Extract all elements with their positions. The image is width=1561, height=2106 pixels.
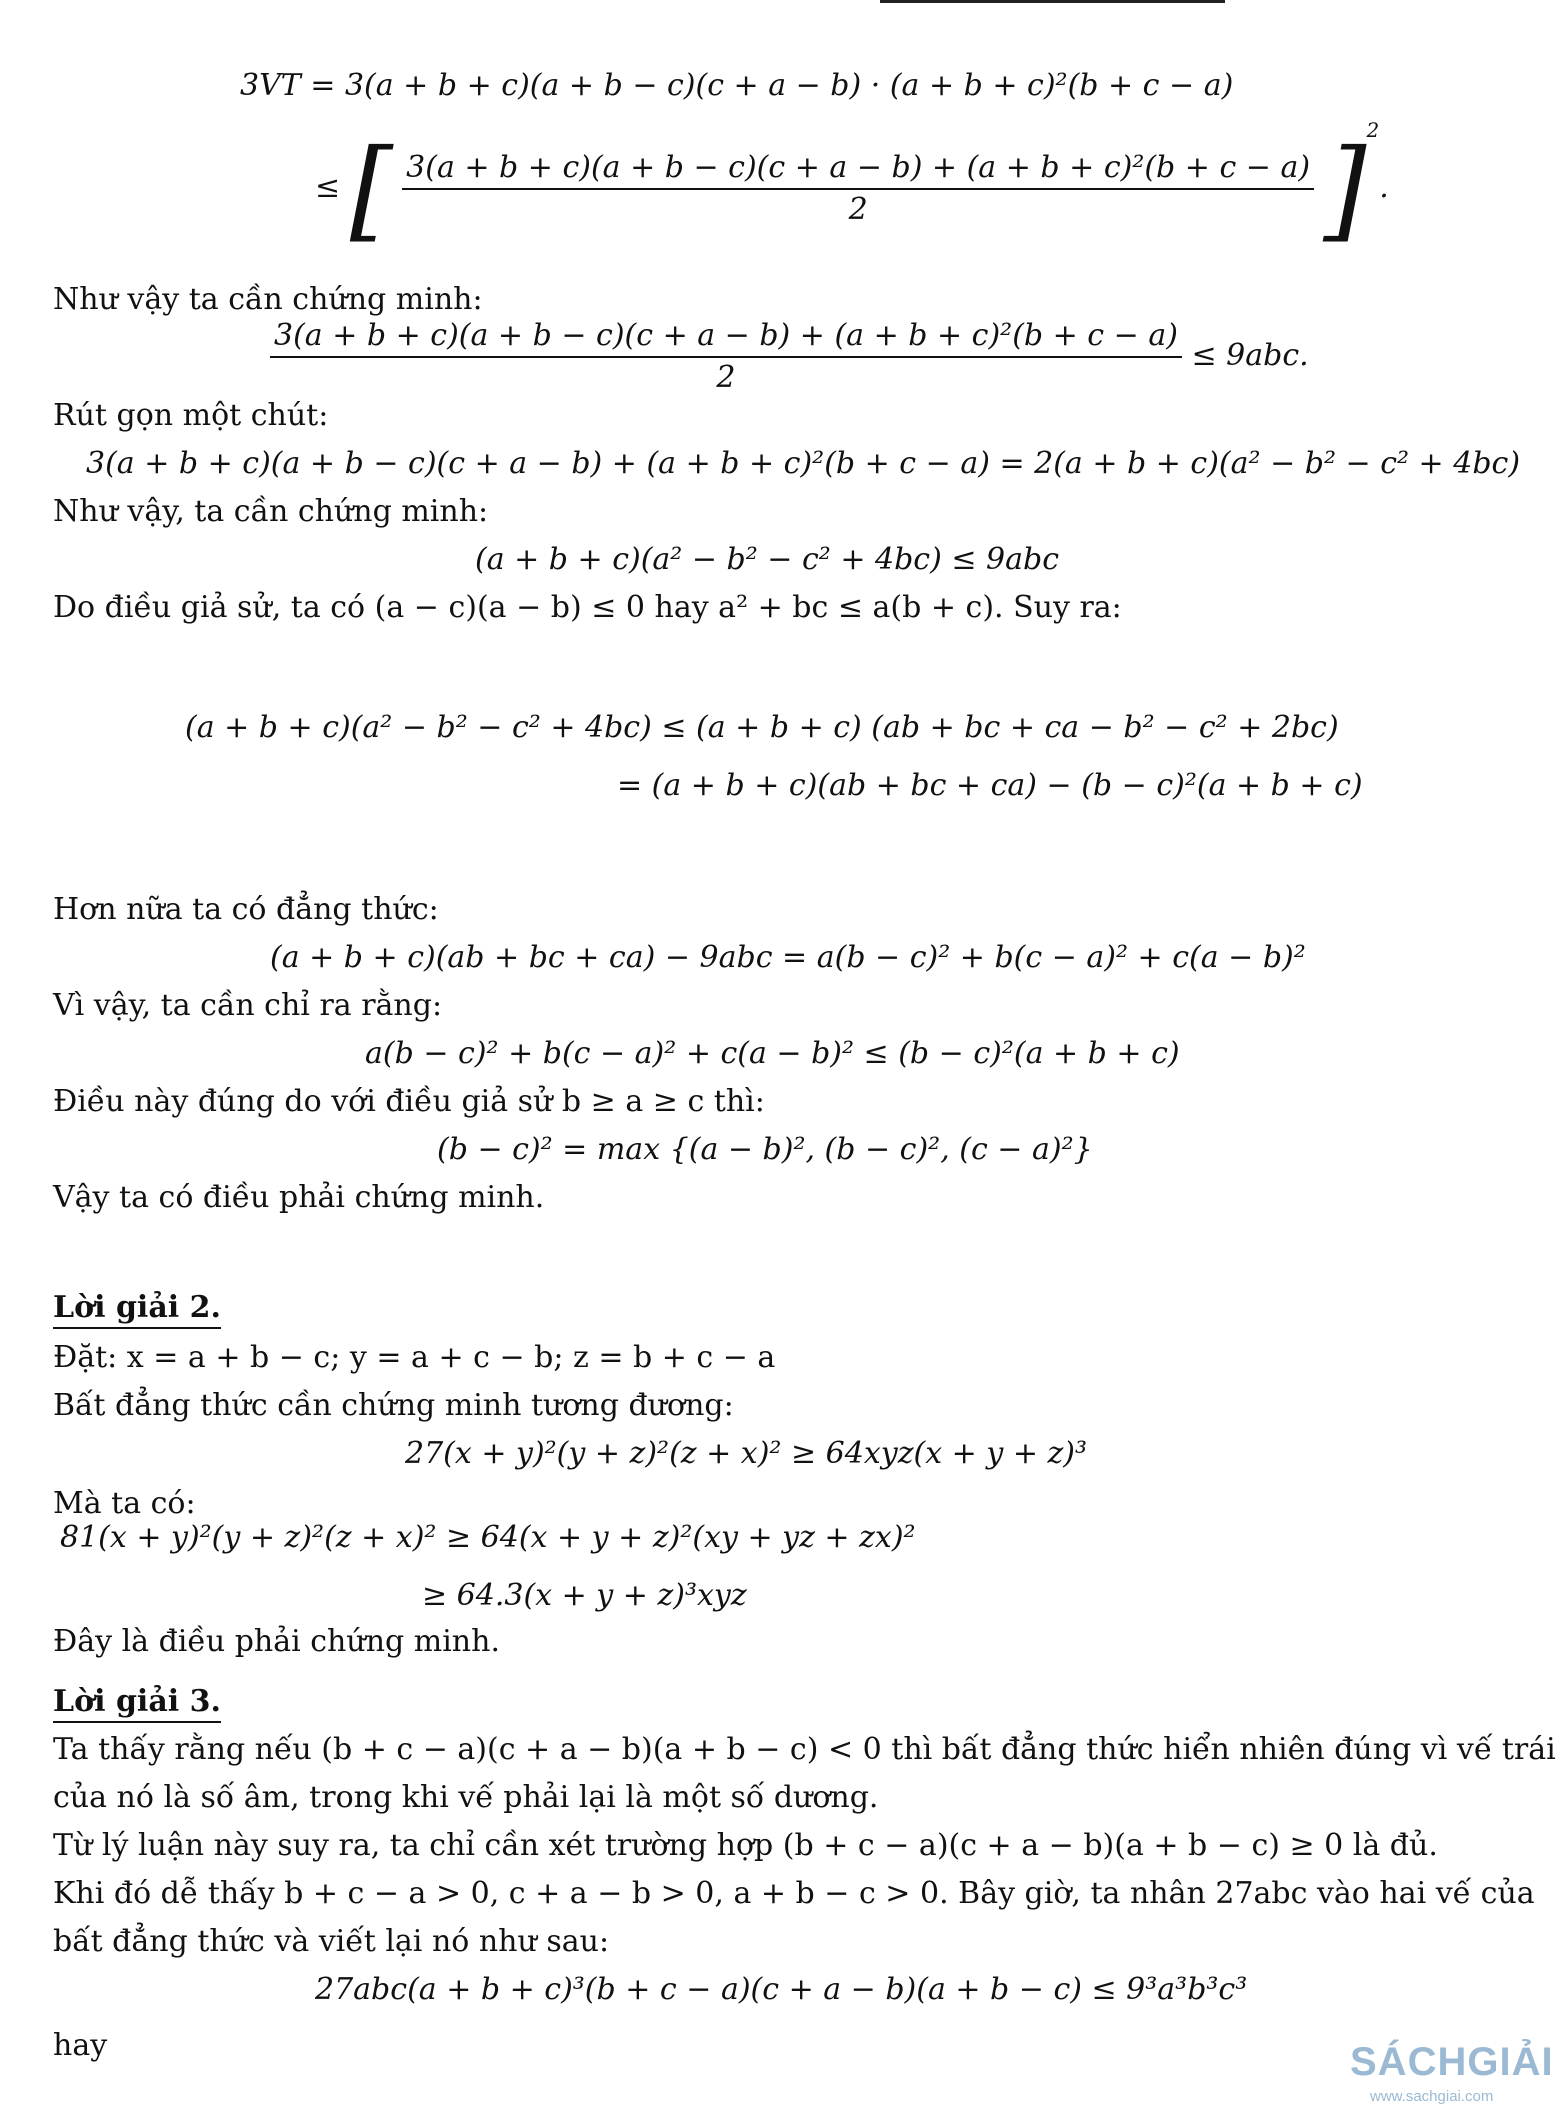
fraction-numerator: 3(a + b + c)(a + b − c)(c + a − b) + (a + b + c)²(b + c − a) xyxy=(402,150,1314,190)
heading-solution-3 xyxy=(53,1684,221,1720)
watermark-logo: SÁCHGIẢI xyxy=(1350,2040,1554,2084)
text-sol3-or: hay xyxy=(53,2028,108,2063)
top-rule xyxy=(880,0,1225,3)
heading-solution-2-label: Lời giải 2. xyxy=(53,1290,221,1329)
text-equivalent: Bất đẳng thức cần chứng minh tương đương: xyxy=(53,1388,734,1423)
text-substitution: Đặt: x = a + b − c; y = a + c − b; z = b + c − a xyxy=(53,1340,776,1375)
text-sol3-line5: bất đẳng thức và viết lại nó như sau: xyxy=(53,1924,610,1959)
text-sol3-line4: Khi đó dễ thấy b + c − a > 0, c + a − b > 0, a + b − c > 0. Bây giờ, ta nhân 27abc vào hai vế của xyxy=(53,1876,1535,1911)
eq-chain-2: = (a + b + c)(ab + bc + ca) − (b − c)²(a + b + c) xyxy=(617,768,1363,803)
eq-3vt: 3VT = 3(a + b + c)(a + b − c)(c + a − b) · (a + b + c)²(b + c − a) xyxy=(240,68,1234,103)
left-bracket: [ xyxy=(349,125,393,253)
eq-chain-1: (a + b + c)(a² − b² − c² + 4bc) ≤ (a + b + c) (ab + bc + ca − b² − c² + 2bc) xyxy=(185,710,1339,745)
text-assumption: Do điều giả sử, ta có (a − c)(a − b) ≤ 0 hay a² + bc ≤ a(b + c). Suy ra: xyxy=(53,590,1122,625)
fraction-numerator: 3(a + b + c)(a + b − c)(c + a − b) + (a + b + c)²(b + c − a) xyxy=(270,318,1182,358)
text-qed-2: Đây là điều phải chứng minh. xyxy=(53,1624,500,1659)
eq-sol2-step1: 81(x + y)²(y + z)²(z + x)² ≥ 64(x + y + z)²(xy + yz + zx)² xyxy=(60,1520,916,1555)
text-need-prove-1: Như vậy ta cần chứng minh: xyxy=(53,282,483,317)
eq-identity: (a + b + c)(ab + bc + ca) − 9abc = a(b − c)² + b(c − a)² + c(a − b)² xyxy=(270,940,1306,975)
eq-simplify: 3(a + b + c)(a + b − c)(c + a − b) + (a + b + c)²(b + c − a) = 2(a + b + c)(a² − b² − c² + 4bc) xyxy=(86,446,1521,481)
eq-sol2-step2: ≥ 64.3(x + y + z)³xyz xyxy=(422,1578,747,1613)
eq-sol3: 27abc(a + b + c)³(b + c − a)(c + a − b)(a + b − c) ≤ 9³a³b³c³ xyxy=(315,1972,1248,2007)
text-we-have: Mà ta có: xyxy=(53,1486,196,1521)
watermark-url: www.sachgiai.com xyxy=(1370,2088,1494,2105)
text-need-prove-2: Như vậy, ta cần chứng minh: xyxy=(53,494,489,529)
fraction xyxy=(402,150,1314,228)
text-show: Vì vậy, ta cần chỉ ra rằng: xyxy=(53,988,443,1023)
eq-need-prove-2: (a + b + c)(a² − b² − c² + 4bc) ≤ 9abc xyxy=(475,542,1060,577)
text-sol3-line3: Từ lý luận này suy ra, ta chỉ cần xét trường hợp (b + c − a)(c + a − b)(a + b − c) ≥ 0 là đủ. xyxy=(53,1828,1438,1863)
text-sol3-line1: Ta thấy rằng nếu (b + c − a)(c + a − b)(a + b − c) < 0 thì bất đẳng thức hiển nhiên đúng vì vế trái xyxy=(53,1732,1556,1767)
fraction-denominator: 2 xyxy=(716,360,736,395)
text-qed-1: Vậy ta có điều phải chứng minh. xyxy=(53,1180,545,1215)
text-simplify: Rút gọn một chút: xyxy=(53,398,329,433)
fraction-denominator: 2 xyxy=(848,192,868,227)
eq-rhs: ≤ 9abc. xyxy=(1191,338,1309,373)
heading-solution-3-label: Lời giải 3. xyxy=(53,1684,221,1723)
right-bracket: ] xyxy=(1323,125,1367,253)
text-sol3-line2: của nó là số âm, trong khi vế phải lại là một số dương. xyxy=(53,1780,879,1815)
eq-sol2-main: 27(x + y)²(y + z)²(z + x)² ≥ 64xyz(x + y + z)³ xyxy=(405,1436,1088,1471)
heading-solution-2 xyxy=(53,1290,221,1326)
bracket-exponent: 2 xyxy=(1366,118,1380,142)
eq-need-prove-1 xyxy=(270,318,1309,396)
leq-sign: ≤ xyxy=(315,170,341,205)
eq-show: a(b − c)² + b(c − a)² + c(a − b)² ≤ (b − c)²(a + b + c) xyxy=(365,1036,1180,1071)
fraction xyxy=(270,318,1182,396)
eq-max: (b − c)² = max {(a − b)², (b − c)², (c − a)²} xyxy=(437,1132,1093,1167)
text-identity: Hơn nữa ta có đẳng thức: xyxy=(53,892,439,927)
eq-3vt-bound xyxy=(315,118,1389,253)
trail-dot: . xyxy=(1379,170,1389,205)
text-true-because: Điều này đúng do với điều giả sử b ≥ a ≥ c thì: xyxy=(53,1084,765,1119)
